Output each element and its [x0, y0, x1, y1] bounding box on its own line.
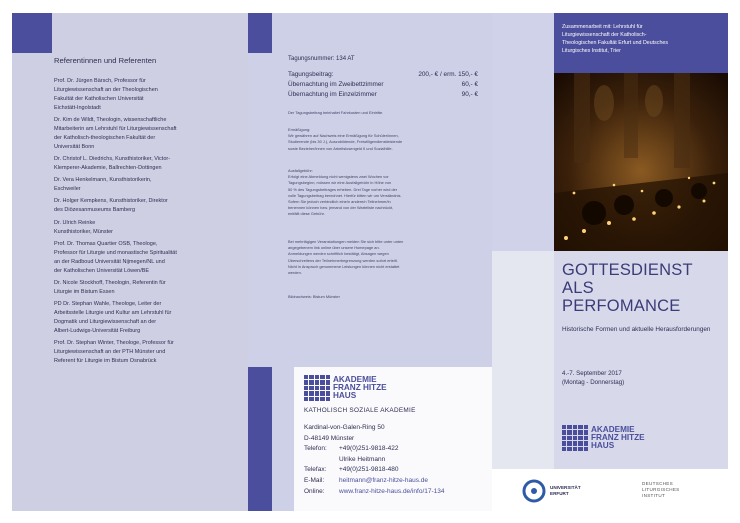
tagungsnummer: Tagungsnummer: 134 AT [288, 56, 355, 62]
referents-list [54, 77, 244, 369]
uni-erfurt-logo [522, 479, 581, 503]
logo-grid-icon [304, 375, 330, 401]
telefon: +49(0)251-9818-422 [339, 445, 399, 453]
referent-entry: PD Dr. Stephan Wahle, Theologe, Leiter der Arbeitsstelle Liturgie und Kultur am Lehrstuhl für Dogmatik und Liturgiewissenschaft an der Albert-Ludwigs-Universität Freiburg [54, 301, 172, 334]
ausfallgebuehr-note: Ausfallgebühr: Erfolgt eine Abmeldung nicht wenigstens zwei Wochen vor Tagungsbeginn, müssen wir eine Ausfallgebühr in Höhe von 50 % des Tagungsbeitrages erheben. Drei Tage vorher wird der volle Tagungsbeitrag berechnet. Hierfür bitten wir um Verständnis. Sofern Sie jedoch verbindlich eine/n andere/n Teilnehmer/in benennen können bzw. jemand von der Warteliste nachrückt, entfällt diese Gebühr. [288, 168, 402, 217]
bildnachweis: Bildnachweis: Bistum Münster [288, 294, 340, 299]
cover-panel [492, 13, 728, 511]
referent-entry: Prof. Dr. Jürgen Bärsch, Professor für Liturgiewissenschaft an der Theologischen Fakultät der Katholischen Universität Eichstätt-Ingolstadt [54, 78, 158, 111]
referent-entry: Dr. Nicole Stockhoff, Theologin, Referentin für Liturgie im Bistum Essen [54, 279, 166, 295]
partner-text: Zusammenarbeit mit: Lehrstuhl für Liturgiewissenschaft der Katholisch- Theologischen Fakultät Erfurt und Deutsches Liturgisches Institut, Trier [562, 24, 668, 54]
referent-entry: Dr. Ulrich Reinke Kunsthistoriker, Münster [54, 219, 113, 235]
online-label: Online: [304, 487, 325, 495]
anmeldung-note: Bei mehrtägigen Veranstaltungen melden Sie sich bitte unter unten angegebenem link online über unsere Homepage an. Anmeldungen werden schriftlich bestätigt, Absagen wegen Überschreitens der Teilnehmerbegrenzung werden sofort erteilt. Nicht in Anspruch genommene Leistungen können nicht erstattet werden. [288, 239, 404, 276]
referents-title: Referentinnen und Referenten [54, 56, 157, 65]
fee-label: Tagungsbeitrag: [288, 71, 334, 78]
logo-text: AKADEMIE FRANZ HITZE HAUS [332, 374, 387, 400]
event-subtitle: Historische Formen und aktuelle Herausforderungen [562, 326, 711, 333]
referents-panel [12, 13, 248, 511]
city: D-48149 Münster [304, 434, 355, 442]
address-block [304, 423, 490, 497]
logo-text: AKADEMIE FRANZ HITZE HAUS [590, 424, 645, 450]
fee-note: Der Tagungsbeitrag beinhaltet Fahrkosten und Eintritte. [288, 110, 384, 115]
accent-square [12, 13, 52, 53]
uni-erfurt-icon [522, 479, 546, 503]
akademie-logo [562, 425, 645, 451]
telefon-label: Telefon: [304, 445, 327, 453]
candlelight-photo [554, 73, 728, 251]
fee-value: 90,- € [461, 91, 478, 98]
event-date: 4.-7. September 2017 (Montag - Donnerstag) [562, 370, 625, 387]
event-title: GOTTESDIENST ALS PERFOMANCE [562, 261, 693, 315]
street: Kardinal-von-Galen-Ring 50 [304, 424, 385, 431]
uni-erfurt-text: UNIVERSITÄT ERFURT [550, 485, 581, 496]
candlelight-photo-image [554, 73, 728, 251]
accent-square [248, 13, 272, 53]
akademie-name: KATHOLISCH SOZIALE AKADEMIE [304, 407, 416, 414]
fee-label: Übernachtung im Zweibettzimmer [288, 81, 384, 88]
referent-entry: Dr. Christof L. Diedrichs, Kunsthistoriker, Victor- Klemperer-Akademie, Ballrechten-Dottingen [54, 156, 171, 171]
info-panel [248, 13, 492, 511]
logo-grid-icon [562, 425, 588, 451]
fee-value: 60,- € [461, 81, 478, 88]
referent-entry: Dr. Holger Kempkens, Kunsthistoriker, Direktor des Diözesanmuseums Bamberg [54, 198, 168, 214]
referent-entry: Prof. Dr. Thomas Quartier OSB, Theologe, Professor für Liturgie und monastische Spiritualität an der Radboud Universität Nijmegen/NL und der Katholischen Universität Löwen/BE [54, 240, 177, 274]
fee-value: 200,- € / erm. 150,- € [418, 71, 478, 78]
fee-row [288, 90, 478, 100]
email-link[interactable]: heitmann@franz-hitze-haus.de [339, 476, 428, 484]
email-label: E-Mail: [304, 476, 325, 484]
contact-person: Ulrike Heitmann [339, 455, 386, 463]
fee-row [288, 80, 478, 90]
ermaessigung-note: Ermäßigung: Wir gewähren auf Nachweis eine Ermäßigung für Schüler/innen, Studierende (bis 30 J.), Auszubildende, Freiwilligendienstleistende sowie Bezieher/innen von Arbeitslosengeld II und Sozialhilfe. [288, 127, 403, 151]
online-link[interactable]: www.franz-hitze-haus.de/info/17-134 [339, 487, 445, 495]
fee-table [288, 70, 478, 100]
telefax: +49(0)251-9818-480 [339, 466, 399, 474]
akademie-logo [304, 375, 387, 401]
referent-entry: Dr. Kim de Wildt, Theologin, wissenschaftliche Mitarbeiterin am Lehrstuhl für Liturgiewissenschaft der Katholisch-theologischen Fakultät der Universität Bonn [54, 117, 177, 150]
telefax-label: Telefax: [304, 466, 327, 474]
referent-entry: Prof. Dr. Stephan Winter, Theologe, Professor für Liturgiewissenschaft an der PTH Münster und Referent für Liturgie im Bistum Osnabrück [54, 340, 174, 364]
fee-label: Übernachtung im Einzelzimmer [288, 91, 377, 98]
dli-logo-text: DEUTSCHES LITURGISCHES INSTITUT [642, 481, 680, 498]
accent-bar [248, 367, 272, 511]
fee-row [288, 70, 478, 80]
panel-block [492, 13, 554, 73]
referent-entry: Dr. Vera Henkelmann, Kunsthistorikerin, Eschweiler [54, 177, 152, 193]
